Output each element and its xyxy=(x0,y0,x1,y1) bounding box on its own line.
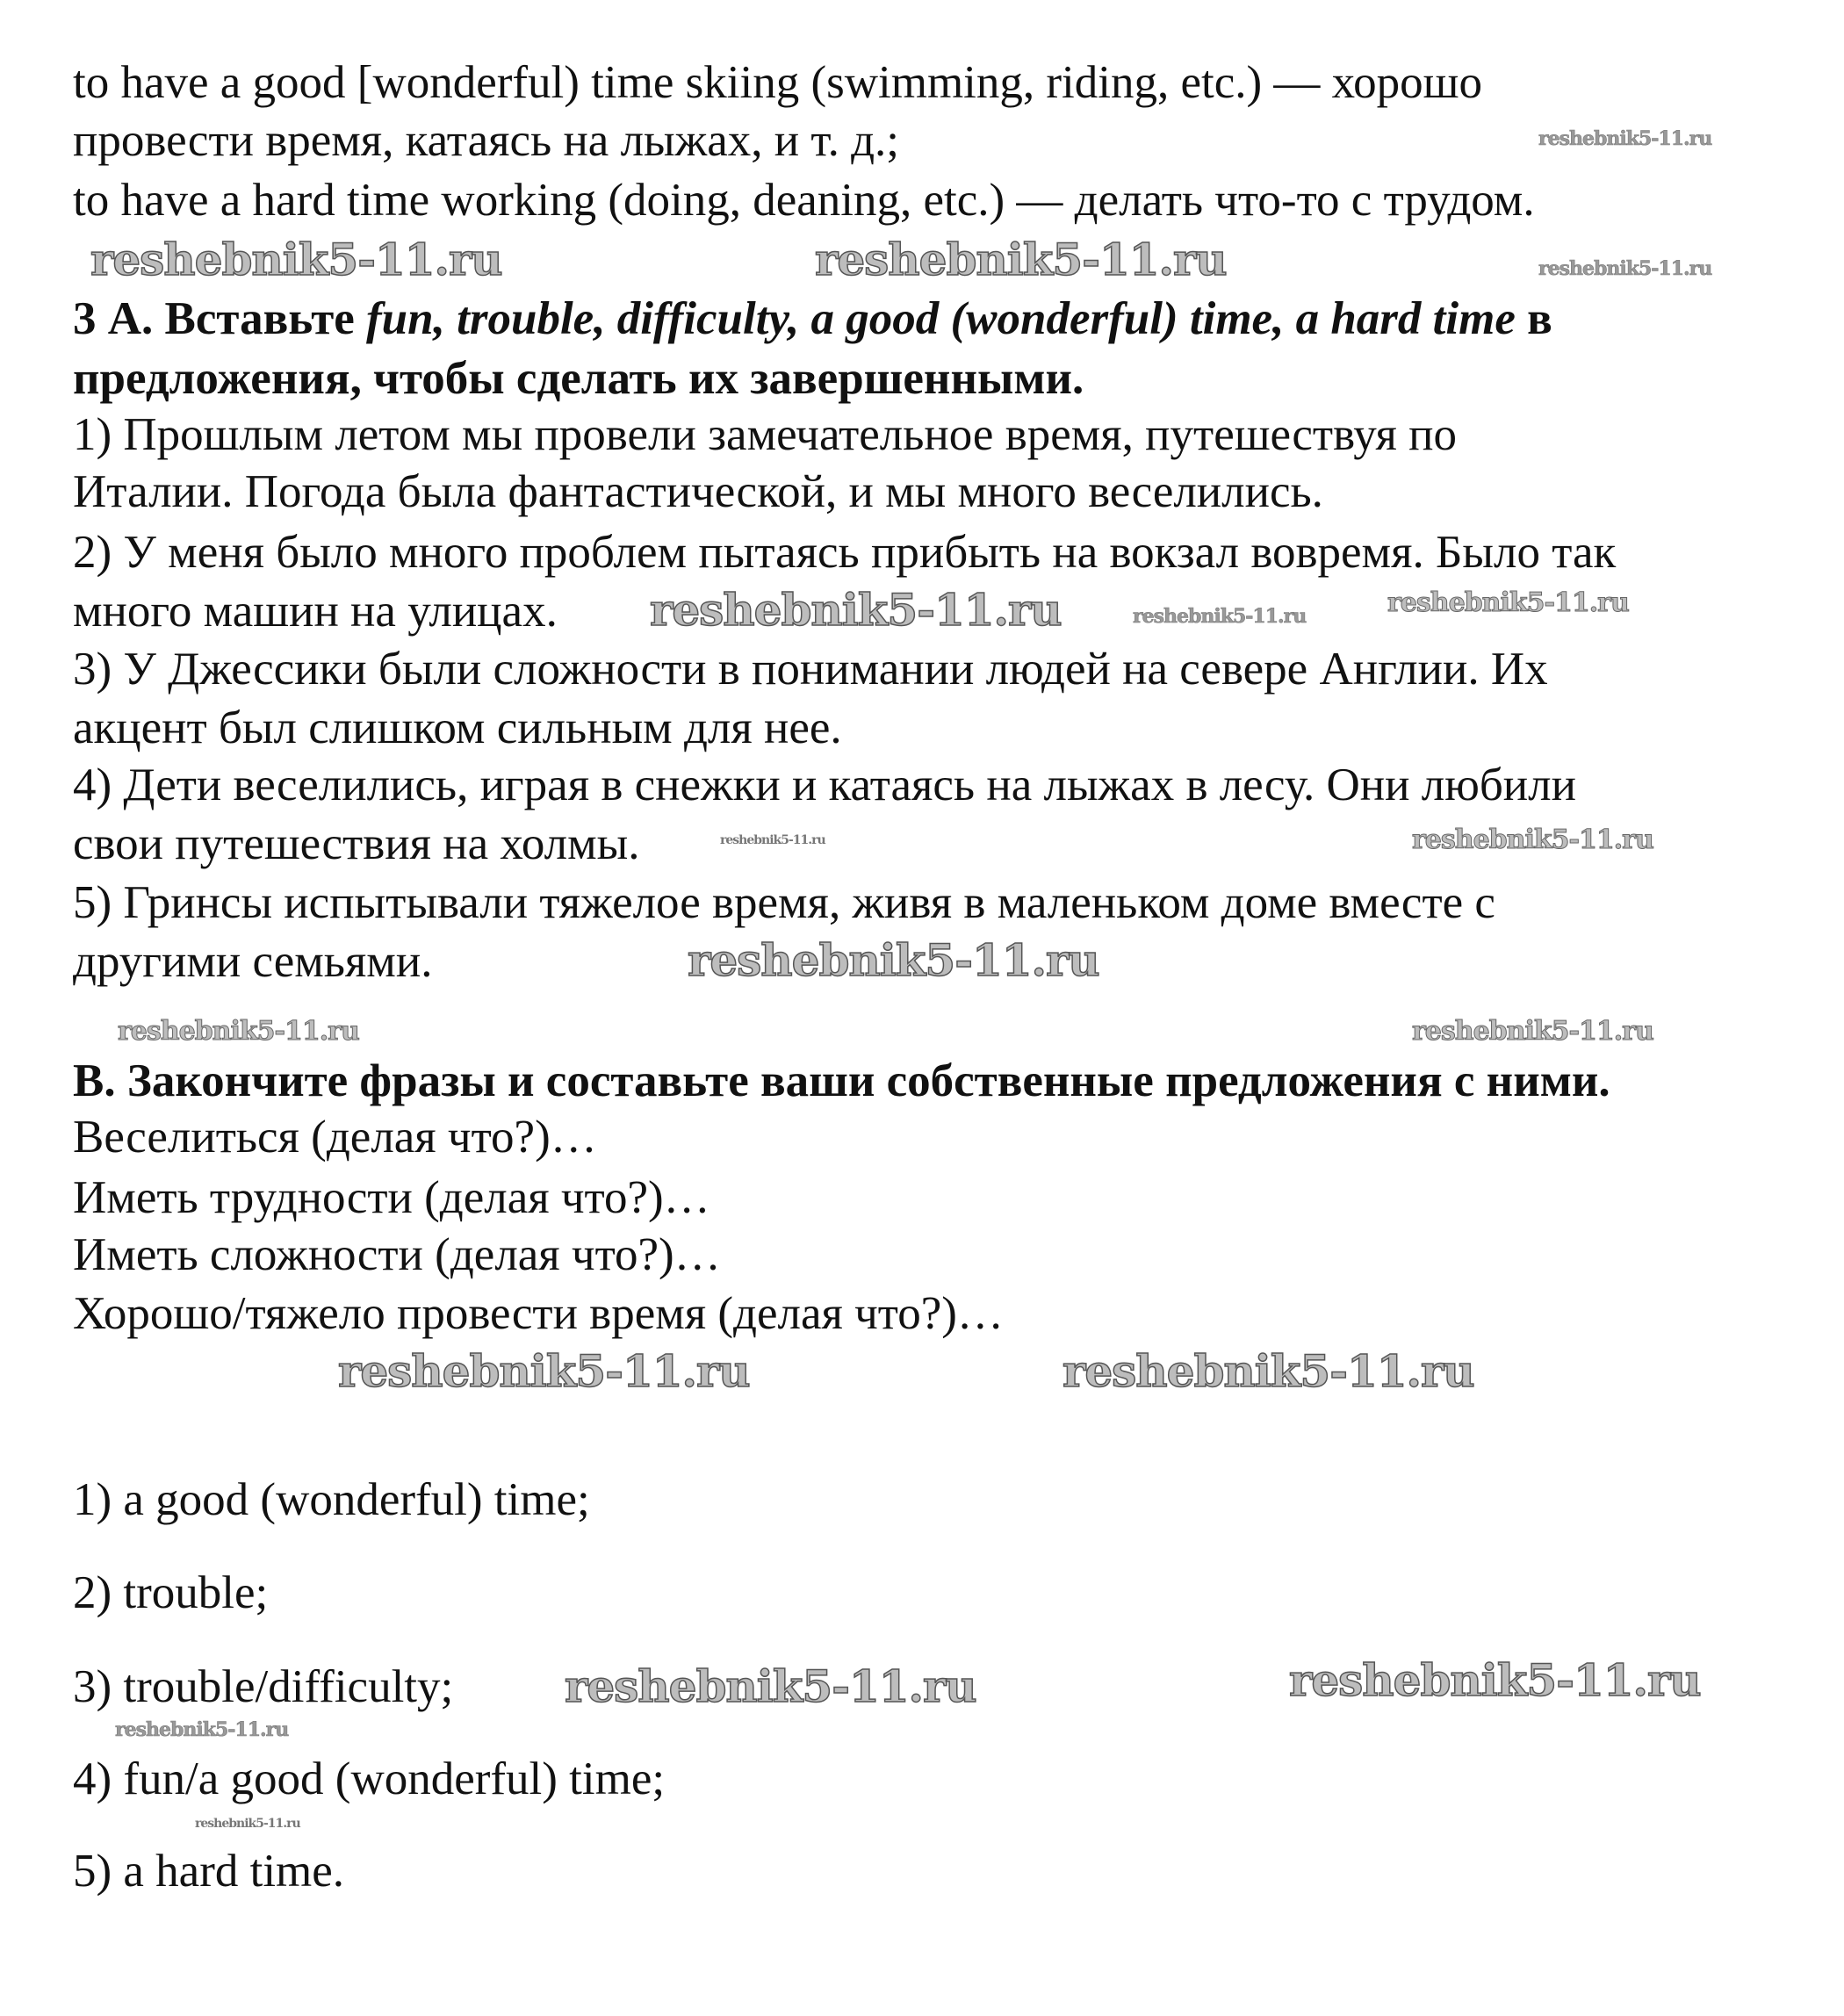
watermark: reshebnik5-11.ru xyxy=(90,234,502,285)
task-b-heading: B. Закончите фразы и составьте ваши собственные предложения с ними. xyxy=(73,1055,1610,1106)
watermark: reshebnik5-11.ru xyxy=(720,833,825,847)
task-a-line: 2) У меня было много проблем пытаясь прибыть на вокзал вовремя. Было так xyxy=(73,527,1617,578)
task-a-line: 5) Гринсы испытывали тяжелое время, живя в маленьком доме вместе с xyxy=(73,877,1495,928)
task-a-line: 4) Дети веселились, играя в снежки и катаясь на лыжах в лесу. Они любили xyxy=(73,760,1576,810)
watermark: reshebnik5-11.ru xyxy=(195,1817,300,1831)
watermark: reshebnik5-11.ru xyxy=(1412,1016,1653,1047)
task-a-heading-line-2: предложения, чтобы сделать их завершенными. xyxy=(73,353,1084,404)
task-a-line: 3) У Джессики были сложности в понимании людей на севере Англии. Их xyxy=(73,644,1548,695)
intro-line-3: to have a hard time working (doing, deaning, etc.) — делать что-то с трудом. xyxy=(73,175,1535,226)
watermark: reshebnik5-11.ru xyxy=(1412,824,1653,855)
task-a-line: много машин на улицах. xyxy=(73,586,558,637)
watermark: reshebnik5-11.ru xyxy=(1538,127,1712,150)
task-a-line: Италии. Погода была фантастической, и мы много веселились. xyxy=(73,466,1323,517)
watermark: reshebnik5-11.ru xyxy=(1538,257,1712,280)
watermark: reshebnik5-11.ru xyxy=(815,234,1227,285)
answer-item: 3) trouble/difficulty; xyxy=(73,1661,454,1712)
watermark: reshebnik5-11.ru xyxy=(338,1345,750,1397)
watermark: reshebnik5-11.ru xyxy=(1387,587,1629,618)
task-a-line: свои путешествия на холмы. xyxy=(73,818,640,869)
answer-item: 2) trouble; xyxy=(73,1567,269,1618)
watermark: reshebnik5-11.ru xyxy=(1289,1654,1701,1706)
intro-line-1: to have a good [wonderful) time skiing (swimming, riding, etc.) — хорошо xyxy=(73,57,1482,108)
task-a-line: акцент был слишком сильным для нее. xyxy=(73,702,842,753)
watermark: reshebnik5-11.ru xyxy=(565,1660,976,1712)
task-b-line: Веселиться (делая что?)… xyxy=(73,1112,597,1163)
watermark: reshebnik5-11.ru xyxy=(1062,1345,1474,1397)
watermark: reshebnik5-11.ru xyxy=(650,584,1062,636)
answer-item: 1) a good (wonderful) time; xyxy=(73,1474,590,1525)
task-a-line: 1) Прошлым летом мы провели замечательное время, путешествуя по xyxy=(73,409,1457,460)
watermark: reshebnik5-11.ru xyxy=(688,934,1099,986)
task-b-line: Хорошо/тяжело провести время (делая что?)… xyxy=(73,1288,1004,1339)
answer-item: 4) fun/a good (wonderful) time; xyxy=(73,1753,666,1804)
intro-line-2: провести время, катаясь на лыжах, и т. д.; xyxy=(73,115,900,166)
task-b-line: Иметь сложности (делая что?)… xyxy=(73,1229,721,1280)
watermark: reshebnik5-11.ru xyxy=(118,1016,359,1047)
task-a-line: другими семьями. xyxy=(73,936,433,987)
watermark: reshebnik5-11.ru xyxy=(115,1718,289,1741)
answer-item: 5) a hard time. xyxy=(73,1846,345,1897)
task-b-line: Иметь трудности (делая что?)… xyxy=(73,1172,710,1223)
task-a-heading: 3 А. Вставьте fun, trouble, difficulty, a good (wonderful) time, a hard time в xyxy=(73,293,1552,344)
watermark: reshebnik5-11.ru xyxy=(1133,605,1307,628)
